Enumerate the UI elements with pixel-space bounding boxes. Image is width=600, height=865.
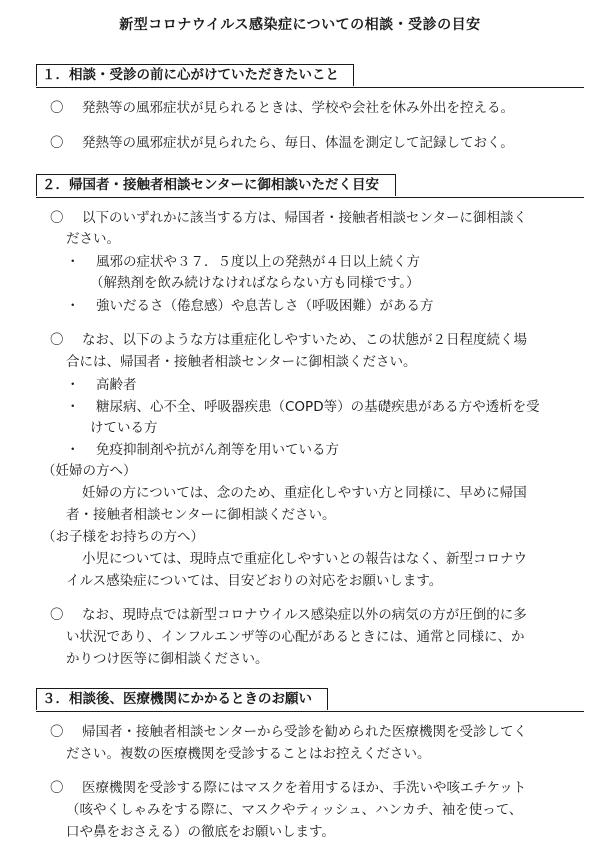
bullet-mark: ・ xyxy=(66,377,80,393)
heading-underline xyxy=(36,711,584,712)
section-2-p3-line-1: なお、現時点では新型コロナウイルス感染症以外の病気の方が圧倒的に多 xyxy=(82,607,527,623)
section-1-item-2: 発熱等の風邪症状が見られたら、毎日、体温を測定して記録しておく。 xyxy=(82,135,514,151)
section-2-p2-line-2: 合には、帰国者・接触者相談センターに御相談ください。 xyxy=(66,354,417,370)
section-3-p1-line-1: 帰国者・接触者相談センターから受診を勧められた医療機関を受診してく xyxy=(82,724,527,740)
children-label: （お子様をお持ちの方へ） xyxy=(42,529,204,545)
section-3-p2-line-2: （咳やくしゃみをする際に、マスクやティッシュ、ハンカチ、袖を使って、 xyxy=(66,802,523,818)
document-title: 新型コロナウイルス感染症についての相談・受診の目安 xyxy=(119,17,481,33)
section-3-p1-line-2: ださい。複数の医療機関を受診することはお控えください。 xyxy=(66,746,431,762)
section-1-heading-text: １．相談・受診の前に心がけていただきたいこと xyxy=(42,67,339,83)
heading-underline xyxy=(36,87,584,88)
circle-mark: 〇 xyxy=(50,724,64,740)
section-1-item-1: 発熱等の風邪症状が見られるときは、学校や会社を休み外出を控える。 xyxy=(82,100,514,116)
section-2-bullet-2: 強いだるさ（倦怠感）や息苦しさ（呼吸困難）がある方 xyxy=(96,298,434,314)
pregnant-line-2: 者・接触者相談センターに御相談ください。 xyxy=(66,507,336,523)
circle-mark: 〇 xyxy=(50,332,64,348)
section-2-risk-2-cont: けている方 xyxy=(90,420,158,436)
pregnant-line-1: 妊婦の方については、念のため、重症化しやすい方と同様に、早めに帰国 xyxy=(82,485,527,501)
bullet-mark: ・ xyxy=(66,298,80,314)
circle-mark: 〇 xyxy=(50,135,64,151)
section-3-heading-text: ３．相談後、医療機関にかかるときのお願い xyxy=(42,691,312,707)
section-2-bullet-1: 風邪の症状や３７．５度以上の発熱が４日以上続く方 xyxy=(96,254,420,270)
section-2-p3-line-3: かりつけ医等に御相談ください。 xyxy=(66,651,269,667)
bullet-mark: ・ xyxy=(66,254,80,270)
section-2-bullet-1-note: （解熱剤を飲み続けなければならない方も同様です。） xyxy=(90,275,420,291)
children-line-2: イルス感染症については、目安どおりの対応をお願いします。 xyxy=(66,573,443,589)
pregnant-label: （妊婦の方へ） xyxy=(42,463,137,479)
bullet-mark: ・ xyxy=(66,399,80,415)
section-2-heading-text: ２．帰国者・接触者相談センターに御相談いただく目安 xyxy=(42,177,379,193)
section-2-heading xyxy=(36,174,584,196)
section-2-p1-line-1: 以下のいずれかに該当する方は、帰国者・接触者相談センターに御相談く xyxy=(82,210,527,226)
section-2-risk-1: 高齢者 xyxy=(96,377,137,393)
section-3-p2-line-3: 口や鼻をおさえる）の徹底をお願いします。 xyxy=(66,824,335,840)
section-2-p1-line-2: ださい。 xyxy=(66,231,120,247)
section-2-risk-3: 免疫抑制剤や抗がん剤等を用いている方 xyxy=(96,442,339,458)
section-2-risk-2: 糖尿病、心不全、呼吸器疾患（COPD等）の基礎疾患がある方や透析を受 xyxy=(96,399,540,415)
circle-mark: 〇 xyxy=(50,780,64,796)
children-line-1: 小児については、現時点で重症化しやすいとの報告はなく、新型コロナウ xyxy=(82,551,527,567)
heading-underline xyxy=(36,197,584,198)
section-2-p2-line-1: なお、以下のような方は重症化しやすいため、この状態が２日程度続く場 xyxy=(82,332,527,348)
section-3-heading xyxy=(36,688,584,710)
circle-mark: 〇 xyxy=(50,100,64,116)
section-3-p2-line-1: 医療機関を受診する際にはマスクを着用するほか、手洗いや咳エチケット xyxy=(82,780,527,796)
section-1-heading xyxy=(36,64,584,86)
section-2-p3-line-2: い状況であり、インフルエンザ等の心配があるときには、通常と同様に、か xyxy=(66,629,525,645)
bullet-mark: ・ xyxy=(66,442,80,458)
circle-mark: 〇 xyxy=(50,210,64,226)
circle-mark: 〇 xyxy=(50,607,64,623)
